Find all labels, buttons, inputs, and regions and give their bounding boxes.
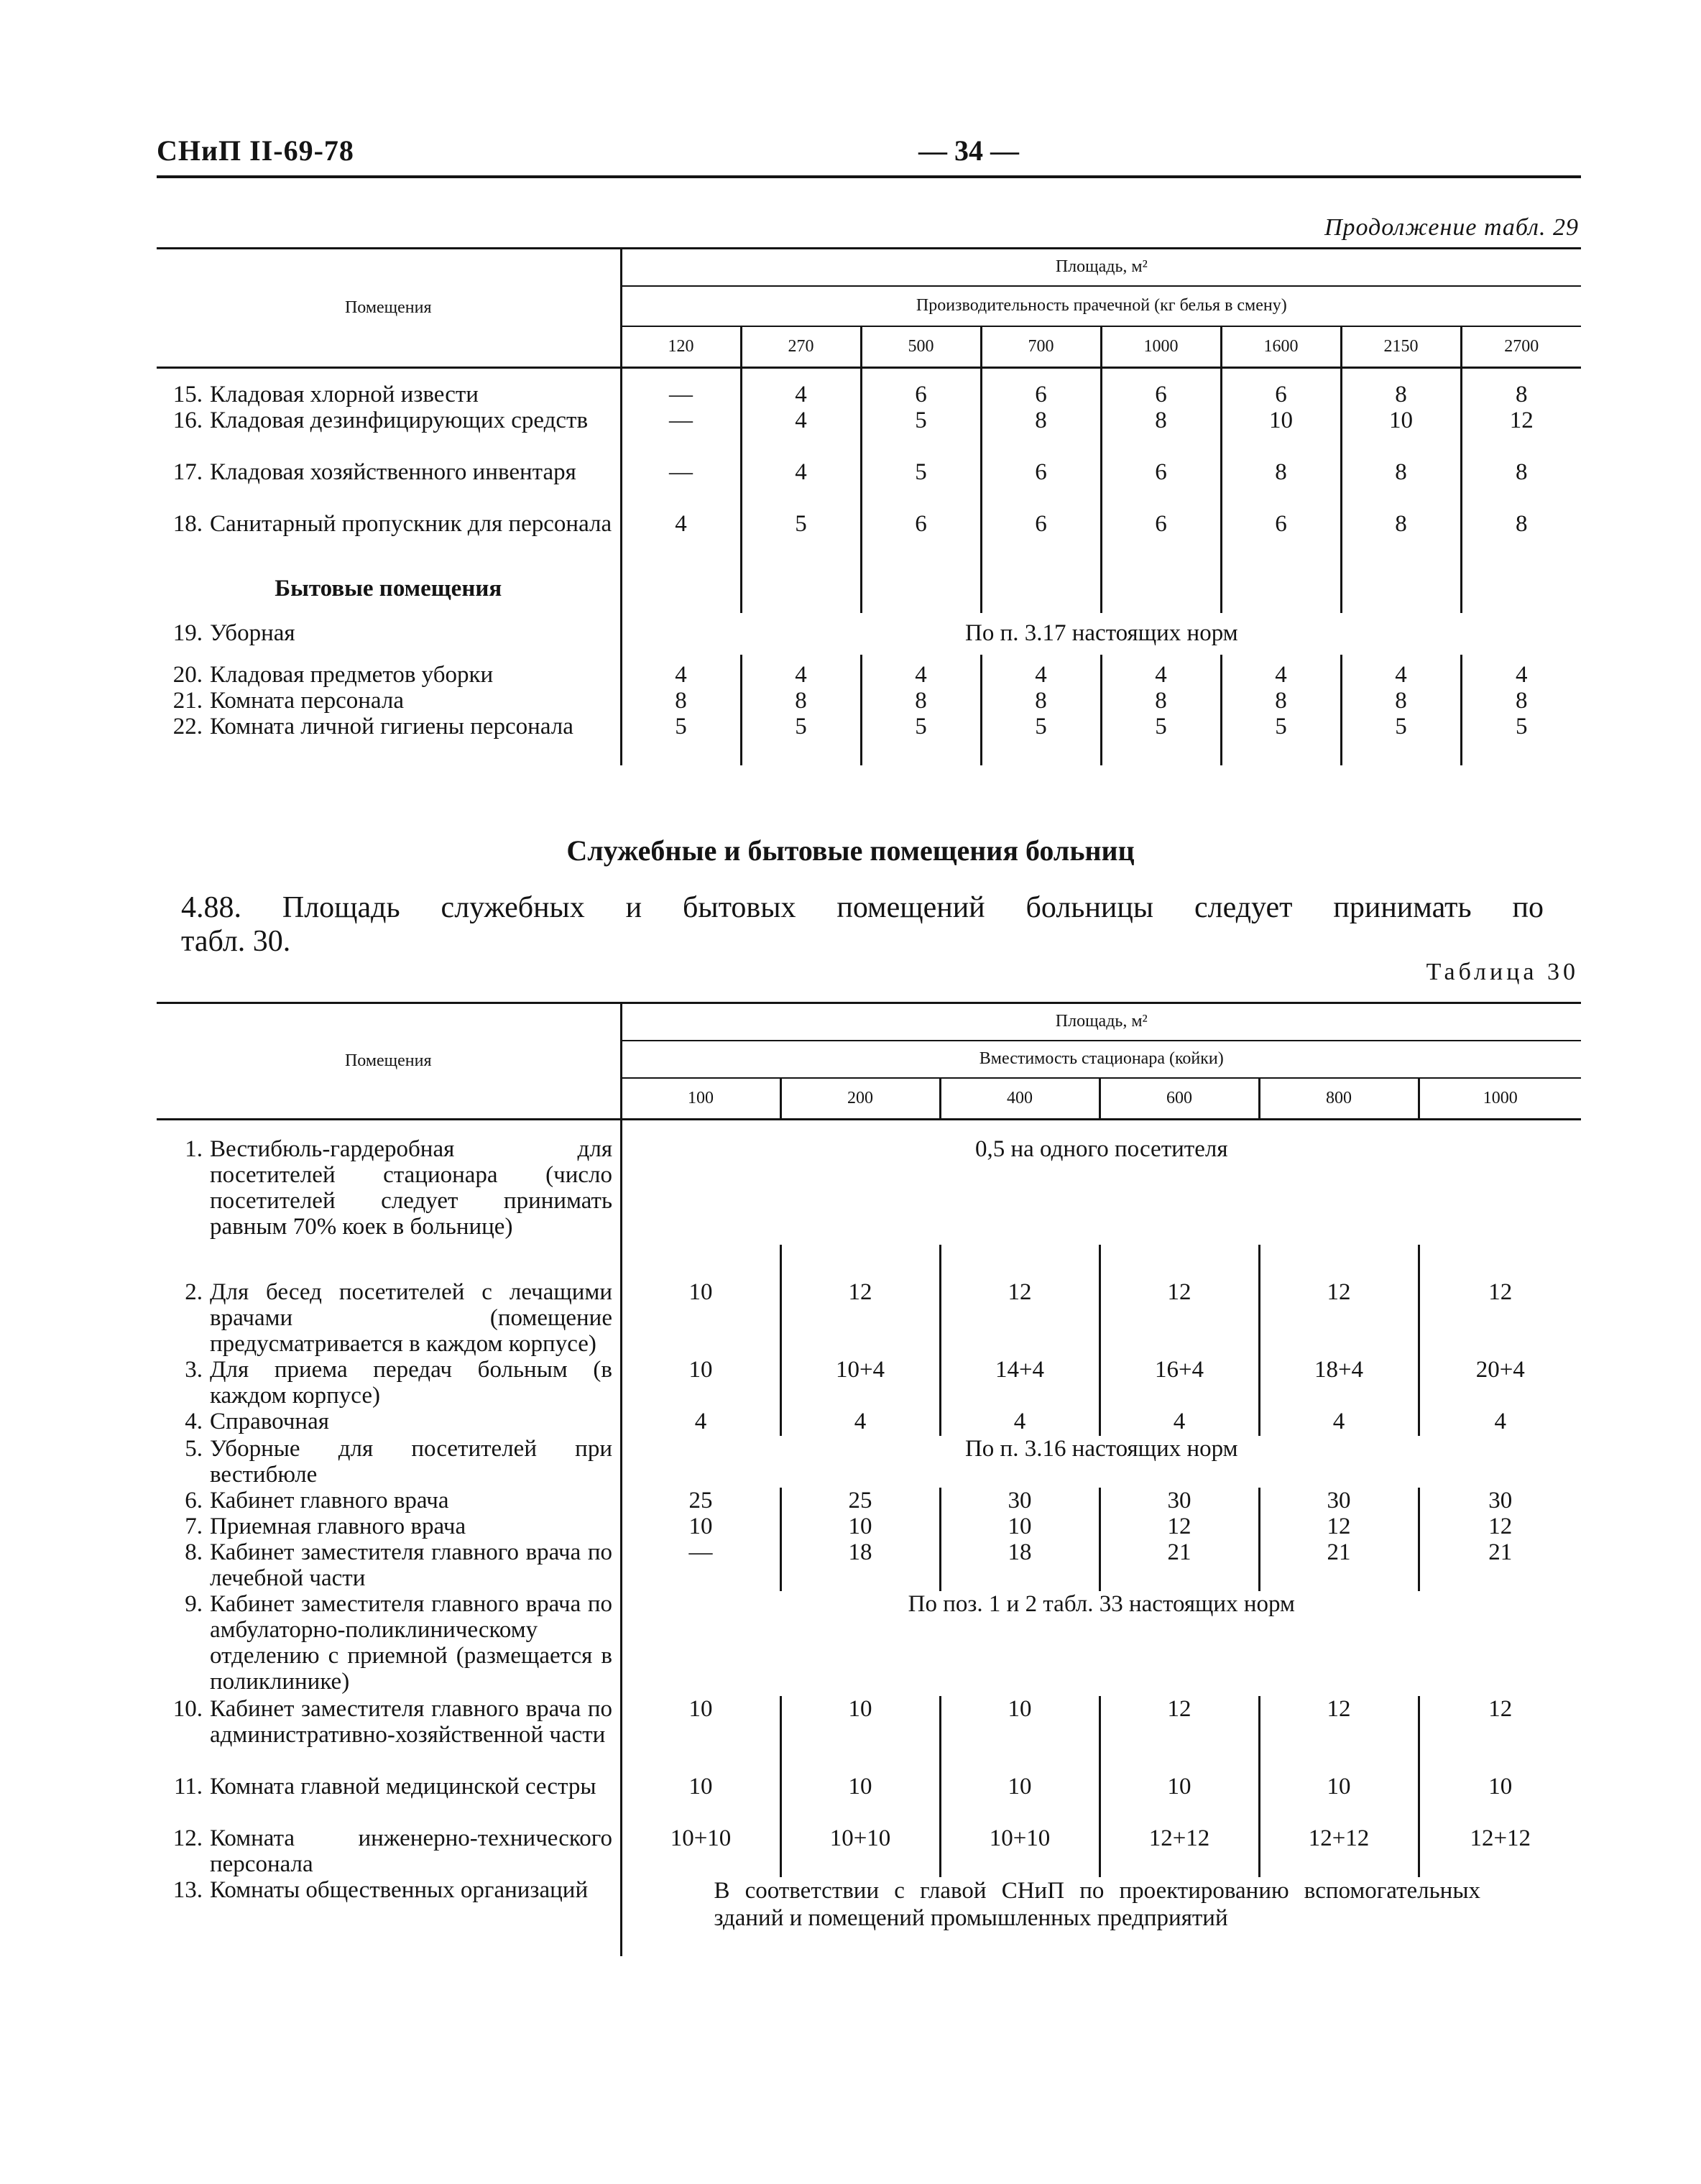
- value-cell: 4: [861, 655, 981, 688]
- empty-cell: [1221, 563, 1341, 613]
- empty-cell: [1461, 563, 1581, 613]
- value-cell: 4: [621, 511, 741, 563]
- row-name: Комната инженерно-технического персонала: [210, 1825, 612, 1877]
- capacity-header: 1000: [1419, 1078, 1581, 1120]
- page-number: — 34 —: [918, 134, 1019, 167]
- capacity-header: 800: [1259, 1078, 1419, 1120]
- row-number: 2.: [185, 1278, 203, 1305]
- row-name: Справочная: [210, 1408, 329, 1434]
- value-cell: 21: [1100, 1539, 1259, 1591]
- value-cell: 6: [1221, 368, 1341, 408]
- header-rule: [157, 175, 1581, 178]
- value-cell: 21: [1259, 1539, 1419, 1591]
- row-name: Для приема передач больным (в каждом корпусе): [210, 1356, 612, 1409]
- capacity-header: 100: [621, 1078, 780, 1120]
- value-cell: 10+10: [780, 1825, 940, 1877]
- value-cell: 12: [940, 1245, 1100, 1357]
- row-name: Кабинет заместителя главного врача по административно-хозяйственной части: [210, 1695, 612, 1748]
- row-name: Комната главной медицинской сестры: [210, 1773, 596, 1800]
- value-cell: 4: [981, 655, 1101, 688]
- table-row: [157, 1877, 1581, 1956]
- value-cell: 18: [940, 1539, 1100, 1591]
- value-cell: 5: [741, 511, 861, 563]
- value-span-note: По п. 3.16 настоящих норм: [621, 1436, 1581, 1488]
- row-number: 18.: [172, 511, 203, 537]
- value-cell: 12: [1461, 407, 1581, 459]
- capacity-header: 1600: [1221, 326, 1341, 368]
- value-cell: 8: [1341, 511, 1461, 563]
- value-cell: 8: [981, 688, 1101, 714]
- value-cell: 4: [621, 655, 741, 688]
- value-cell: 8: [1461, 688, 1581, 714]
- value-cell: 4: [741, 655, 861, 688]
- table-row: [157, 1539, 1581, 1591]
- row-name: Комнаты общественных организаций: [210, 1876, 589, 1903]
- column-header-capacity: Производительность прачечной (кг белья в смену): [621, 286, 1581, 326]
- empty-cell: [621, 563, 741, 613]
- row-name: Комната персонала: [210, 688, 404, 714]
- table-30: [157, 1002, 1581, 1956]
- page-header: [157, 134, 1581, 177]
- value-cell: 6: [1101, 459, 1221, 511]
- row-label: [157, 368, 621, 408]
- value-cell: 4: [1341, 655, 1461, 688]
- value-span-note: 0,5 на одного посетителя: [621, 1120, 1581, 1245]
- value-cell: 8: [1461, 368, 1581, 408]
- capacity-header: 200: [780, 1078, 940, 1120]
- row-number: 20.: [172, 662, 203, 688]
- row-name: Кабинет главного врача: [210, 1487, 449, 1513]
- row-label: [157, 407, 621, 459]
- table-row: [157, 1774, 1581, 1825]
- column-header-rooms: Помещения: [157, 1003, 621, 1120]
- row-name: Приемная главного врача: [210, 1513, 466, 1539]
- value-cell: 8: [1461, 459, 1581, 511]
- empty-cell: [861, 563, 981, 613]
- value-cell: 5: [1221, 714, 1341, 765]
- table-row: [157, 1245, 1581, 1357]
- value-cell: 10+4: [780, 1357, 940, 1409]
- value-cell: 8: [1101, 688, 1221, 714]
- row-number: 6.: [185, 1487, 203, 1513]
- row-name: Санитарный пропускник для персонала: [210, 511, 612, 537]
- value-cell: 10: [940, 1774, 1100, 1825]
- value-cell: 5: [1461, 714, 1581, 765]
- row-number: 1.: [185, 1136, 203, 1162]
- value-cell: 4: [1419, 1409, 1581, 1436]
- value-cell: 21: [1419, 1539, 1581, 1591]
- row-label: [157, 1774, 621, 1825]
- row-name: Кабинет заместителя главного врача по амбулаторно-поликлиническому отделению с приемной (размещается в поликлинике): [210, 1590, 612, 1695]
- value-cell: 6: [861, 368, 981, 408]
- table-row: [157, 1696, 1581, 1774]
- value-cell: 8: [861, 688, 981, 714]
- paragraph-4-88-continuation: табл. 30.: [181, 925, 291, 958]
- row-name: Вестибюль-гардеробная для посетителей стационара (число посетителей следует принимать равным 70% коек в больнице): [210, 1136, 612, 1240]
- value-cell: 10: [780, 1513, 940, 1539]
- value-span-note: В соответствии с главой СНиП по проектированию вспомогательных зданий и помещений промышленных предприятий: [621, 1877, 1581, 1956]
- value-cell: 4: [1259, 1409, 1419, 1436]
- value-cell: 5: [1341, 714, 1461, 765]
- capacity-header: 700: [981, 326, 1101, 368]
- value-cell: 10: [621, 1774, 780, 1825]
- row-label: [157, 459, 621, 511]
- row-label: [157, 1539, 621, 1591]
- value-cell: 12: [1259, 1245, 1419, 1357]
- value-cell: 6: [981, 368, 1101, 408]
- row-number: 13.: [172, 1876, 203, 1903]
- table-row: [157, 613, 1581, 655]
- value-cell: 5: [741, 714, 861, 765]
- capacity-header: 120: [621, 326, 741, 368]
- value-cell: 10: [621, 1245, 780, 1357]
- row-label: [157, 1513, 621, 1539]
- value-cell: 5: [861, 459, 981, 511]
- value-cell: 4: [1100, 1409, 1259, 1436]
- row-label: [157, 1825, 621, 1877]
- value-cell: 5: [1101, 714, 1221, 765]
- value-cell: 12+12: [1259, 1825, 1419, 1877]
- row-name: Комната личной гигиены персонала: [210, 714, 573, 739]
- value-cell: 4: [741, 368, 861, 408]
- value-span-note: По поз. 1 и 2 табл. 33 настоящих норм: [621, 1591, 1581, 1696]
- row-label: [157, 714, 621, 765]
- capacity-header: 400: [940, 1078, 1100, 1120]
- value-cell: —: [621, 1539, 780, 1591]
- table-row: [157, 688, 1581, 714]
- value-cell: 8: [1221, 459, 1341, 511]
- row-name: Кабинет заместителя главного врача по лечебной части: [210, 1539, 612, 1591]
- value-cell: 12: [1259, 1513, 1419, 1539]
- value-cell: 6: [1221, 511, 1341, 563]
- value-cell: 30: [1419, 1488, 1581, 1513]
- value-cell: 10: [621, 1696, 780, 1774]
- column-header-rooms: Помещения: [157, 249, 621, 368]
- value-cell: 6: [861, 511, 981, 563]
- value-cell: 8: [741, 688, 861, 714]
- row-number: 15.: [172, 382, 203, 407]
- value-cell: 8: [1341, 459, 1461, 511]
- value-cell: 12: [1419, 1696, 1581, 1774]
- value-cell: 10+10: [940, 1825, 1100, 1877]
- value-cell: 5: [981, 714, 1101, 765]
- value-cell: 12: [1100, 1245, 1259, 1357]
- value-cell: 6: [981, 511, 1101, 563]
- row-name: Уборная: [210, 620, 295, 646]
- row-number: 9.: [185, 1590, 203, 1617]
- table-row: [157, 1591, 1581, 1696]
- table-row: [157, 511, 1581, 563]
- value-cell: 10: [780, 1696, 940, 1774]
- row-label: [157, 1696, 621, 1774]
- value-cell: 10+10: [621, 1825, 780, 1877]
- table-row: [157, 407, 1581, 459]
- value-cell: 25: [780, 1488, 940, 1513]
- subheading: Бытовые помещения: [275, 576, 502, 602]
- row-number: 4.: [185, 1408, 203, 1434]
- table-row: [157, 655, 1581, 688]
- empty-cell: [741, 563, 861, 613]
- value-cell: 10: [1259, 1774, 1419, 1825]
- row-label: [157, 1488, 621, 1513]
- row-label: [157, 1357, 621, 1409]
- row-name: Для бесед посетителей с лечащими врачами (помещение предусматривается в каждом корпусе): [210, 1278, 612, 1357]
- capacity-header: 600: [1100, 1078, 1259, 1120]
- value-cell: 5: [621, 714, 741, 765]
- value-cell: 4: [1221, 655, 1341, 688]
- value-cell: 4: [621, 1409, 780, 1436]
- row-number: 3.: [185, 1356, 203, 1383]
- row-label: [157, 655, 621, 688]
- value-cell: 8: [1341, 368, 1461, 408]
- row-label: [157, 1409, 621, 1436]
- value-cell: 4: [1461, 655, 1581, 688]
- value-cell: 18: [780, 1539, 940, 1591]
- row-label: [157, 1245, 621, 1357]
- row-label: [157, 688, 621, 714]
- value-cell: 8: [1101, 407, 1221, 459]
- column-header-capacity: Вместимость стационара (койки): [621, 1041, 1581, 1078]
- row-number: 8.: [185, 1539, 203, 1565]
- row-label: [157, 613, 621, 655]
- row-name: Уборные для посетителей при вестибюле: [210, 1435, 612, 1488]
- paragraph-4-88: 4.88. Площадь служебных и бытовых помещений больницы следует принимать по: [181, 891, 1544, 924]
- table-row: [157, 1436, 1581, 1488]
- value-cell: 6: [981, 459, 1101, 511]
- row-number: 19.: [172, 620, 203, 646]
- row-label: [157, 1877, 621, 1956]
- column-header-area: Площадь, м²: [621, 1003, 1581, 1041]
- value-cell: 12: [1100, 1513, 1259, 1539]
- value-cell: 18+4: [1259, 1357, 1419, 1409]
- value-cell: 30: [1259, 1488, 1419, 1513]
- value-cell: 30: [940, 1488, 1100, 1513]
- table-29: [157, 247, 1581, 765]
- row-label: [157, 1120, 621, 1245]
- row-number: 10.: [172, 1695, 203, 1722]
- table-row: [157, 1120, 1581, 1245]
- table29-caption: Продолжение табл. 29: [1324, 214, 1579, 241]
- value-cell: 10: [1221, 407, 1341, 459]
- value-cell: 14+4: [940, 1357, 1100, 1409]
- value-cell: 16+4: [1100, 1357, 1259, 1409]
- capacity-header: 500: [861, 326, 981, 368]
- value-cell: 12+12: [1419, 1825, 1581, 1877]
- value-cell: 12: [1100, 1696, 1259, 1774]
- row-name: Кладовая хлорной извести: [210, 382, 479, 407]
- value-cell: 10: [621, 1357, 780, 1409]
- row-number: 16.: [172, 407, 203, 433]
- capacity-header: 270: [741, 326, 861, 368]
- value-cell: 12: [1259, 1696, 1419, 1774]
- row-label: [157, 1591, 621, 1696]
- value-cell: —: [621, 459, 741, 511]
- value-cell: 8: [1341, 688, 1461, 714]
- capacity-header: 2150: [1341, 326, 1461, 368]
- row-label: [157, 511, 621, 563]
- row-name: Кладовая дезинфицирующих средств: [210, 407, 589, 433]
- row-number: 5.: [185, 1435, 203, 1462]
- value-cell: —: [621, 407, 741, 459]
- value-cell: 8: [1461, 511, 1581, 563]
- table-row: [157, 1513, 1581, 1539]
- value-cell: 10: [1419, 1774, 1581, 1825]
- value-cell: 5: [861, 407, 981, 459]
- value-cell: 4: [1101, 655, 1221, 688]
- row-number: 21.: [172, 688, 203, 714]
- column-header-area: Площадь, м²: [621, 249, 1581, 286]
- value-cell: 10: [940, 1513, 1100, 1539]
- row-number: 11.: [173, 1773, 203, 1800]
- value-cell: 10: [621, 1513, 780, 1539]
- value-cell: 12+12: [1100, 1825, 1259, 1877]
- value-cell: 6: [1101, 368, 1221, 408]
- value-cell: 4: [741, 407, 861, 459]
- empty-cell: [1101, 563, 1221, 613]
- table-row: [157, 1488, 1581, 1513]
- value-cell: 30: [1100, 1488, 1259, 1513]
- value-cell: 8: [621, 688, 741, 714]
- section-title: Служебные и бытовые помещения больниц: [566, 834, 1135, 867]
- value-cell: 5: [861, 714, 981, 765]
- row-number: 17.: [172, 459, 203, 485]
- empty-cell: [981, 563, 1101, 613]
- document-code: СНиП II-69-78: [157, 134, 354, 167]
- table-row: [157, 368, 1581, 408]
- subheading-row: [157, 563, 1581, 613]
- row-number: 22.: [172, 714, 203, 739]
- row-name: Кладовая хозяйственного инвентаря: [210, 459, 576, 485]
- value-cell: 20+4: [1419, 1357, 1581, 1409]
- value-cell: 8: [981, 407, 1101, 459]
- value-span-note: По п. 3.17 настоящих норм: [621, 613, 1581, 655]
- value-cell: 25: [621, 1488, 780, 1513]
- empty-cell: [1341, 563, 1461, 613]
- value-cell: 6: [1101, 511, 1221, 563]
- table-row: [157, 459, 1581, 511]
- value-cell: 10: [940, 1696, 1100, 1774]
- value-cell: —: [621, 368, 741, 408]
- row-name: Кладовая предметов уборки: [210, 662, 494, 688]
- value-cell: 4: [940, 1409, 1100, 1436]
- value-cell: 10: [1341, 407, 1461, 459]
- row-label: [157, 1436, 621, 1488]
- table-row: [157, 1825, 1581, 1877]
- value-cell: 4: [780, 1409, 940, 1436]
- capacity-header: 2700: [1461, 326, 1581, 368]
- row-number: 12.: [172, 1825, 203, 1851]
- value-cell: 4: [741, 459, 861, 511]
- row-number: 7.: [185, 1513, 203, 1539]
- table-row: [157, 714, 1581, 765]
- table30-caption: Таблица 30: [1426, 959, 1579, 985]
- value-cell: 12: [780, 1245, 940, 1357]
- value-cell: 12: [1419, 1513, 1581, 1539]
- value-cell: 12: [1419, 1245, 1581, 1357]
- value-cell: 10: [780, 1774, 940, 1825]
- value-cell: 10: [1100, 1774, 1259, 1825]
- value-cell: 8: [1221, 688, 1341, 714]
- capacity-header: 1000: [1101, 326, 1221, 368]
- table-row: [157, 1357, 1581, 1409]
- table-row: [157, 1409, 1581, 1436]
